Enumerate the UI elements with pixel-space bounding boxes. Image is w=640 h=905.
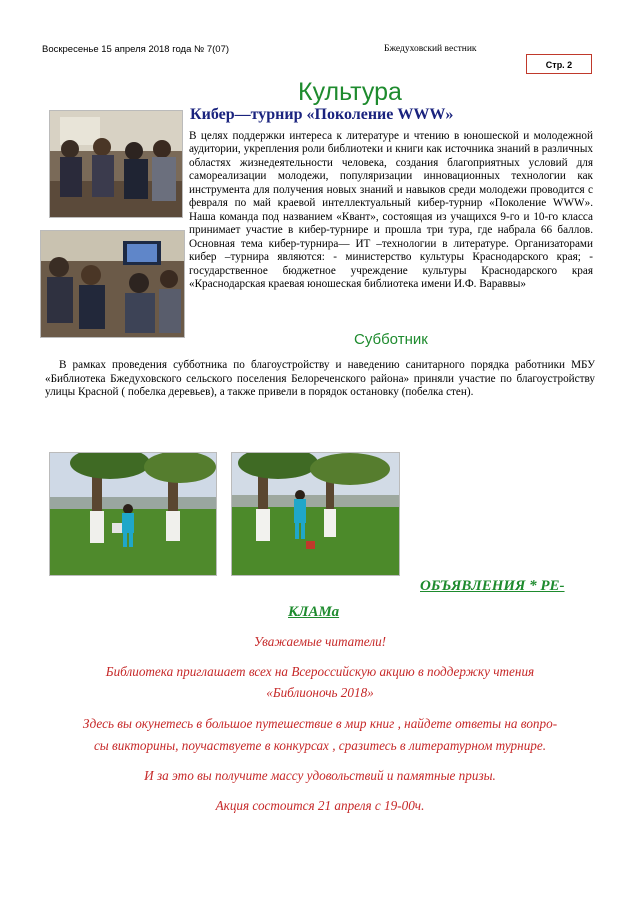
ads-heading-2: КЛАМа (288, 604, 340, 620)
ads-invite-1: Библиотека приглашает всех на Всероссийскую акцию в поддержку чтения (105, 664, 535, 679)
newspaper-name: Бжедуховский вестник (384, 44, 477, 54)
subbotnik-title: Субботник (354, 331, 428, 348)
ads-desc-1: Здесь вы окунетесь в большое путешествие в мир книг , найдете ответы на вопро- (82, 716, 558, 731)
article-text: В целях поддержки интереса к литературе и чтению в юношеской и молодежной аудитории, укрепления роли библиотеки и книги как источника знаний в различных областях жизнедеятельности человека, создания благоприятных условий для самореализации молодежи, популяризации инновационных технологии как инструмента для получения новых знаний и навыков среди молодежи проводится с февраля по май краевой интеллектуальный кибер-турнир «Поколение WWW». Наша команда под названием «Квант», состоящая из учащихся 9-го и 10-го класса принимает участие в кибер-турнире и прошла три тура, где набрала 66 баллов. Основная тема кибер-турнира— ИТ –технологии в литературе. Организаторами кибер –турнира являются: - министерство культуры Краснодарского края; - государственное бюджетное учреждение культуры Краснодарского края «Краснодарская краевая юношеская библиотека имени И.Ф. Вараввы» (189, 130, 593, 290)
ads-desc-2: сы викторины, поучаствуете в конкурсах , сразитесь в литературном турнире. (93, 738, 547, 753)
section-title: Культура (298, 78, 402, 106)
ads-prizes: И за это вы получите массу удовольствий и памятные призы. (144, 768, 496, 783)
photo-students-computers-2 (40, 230, 185, 338)
ads-when: Акция состоится 21 апреля с 19-00ч. (215, 798, 425, 813)
subbotnik-body: В рамках проведения субботника по благоустройству и наведению санитарного порядка работники МБУ «Библиотека Бжедуховского сельского поселения Белореченского района» приняли участие по благоустройству улицы Красной ( побелка деревьев), а также привели в порядок остановку (побелка стен). (45, 359, 595, 398)
ads-heading-1: ОБЪЯВЛЕНИЯ * РЕ- (420, 578, 565, 594)
photo-students-computers-1 (49, 110, 183, 218)
article-title: Кибер—турнир «Поколение WWW» (190, 106, 454, 123)
page-number-box: Стр. 2 (526, 54, 592, 74)
ads-greeting: Уважаемые читатели! (253, 634, 387, 649)
photo-subbotnik-2 (231, 452, 400, 576)
photo-subbotnik-1 (49, 452, 217, 576)
issue-date: Воскресенье 15 апреля 2018 года № 7(07) (42, 44, 230, 55)
ads-invite-2: «Библионочь 2018» (266, 685, 374, 700)
article-body (189, 130, 593, 291)
